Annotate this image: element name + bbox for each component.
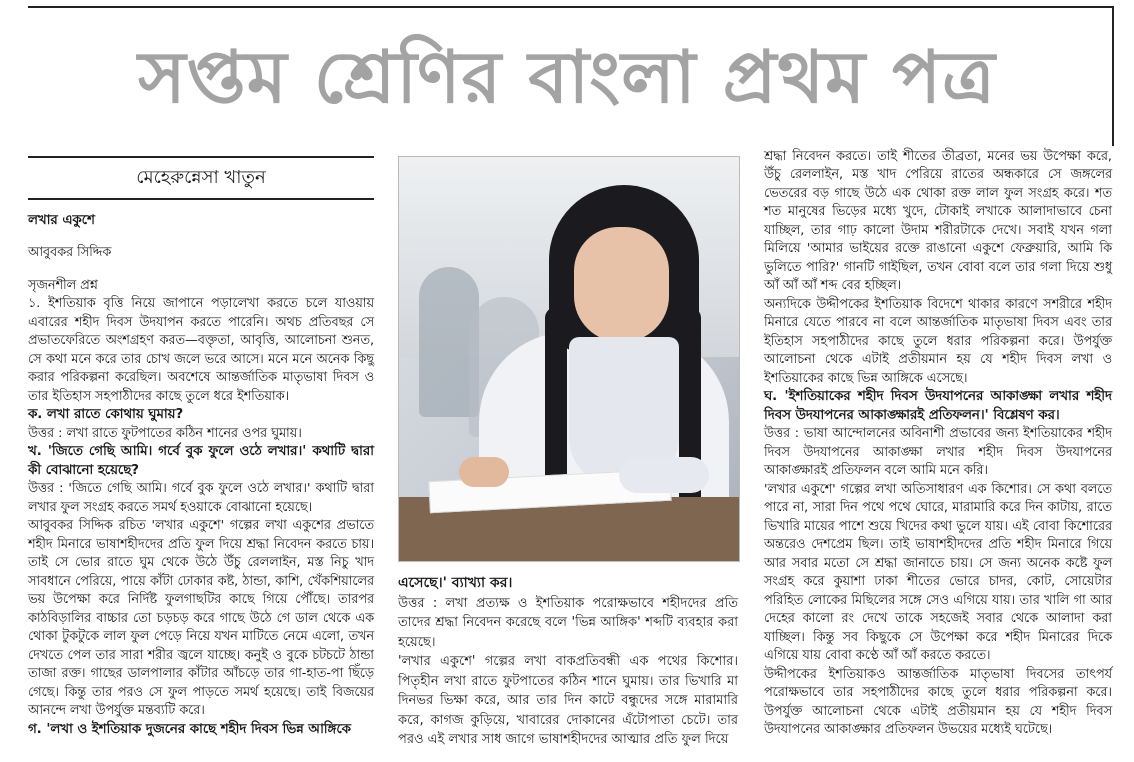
right-column [764, 148, 1112, 740]
question-ga: গ. 'লখা ও ইশতিয়াক দুজনের কাছে শহীদ দিবস ভিন্ন আঙ্গিকে [28, 721, 351, 737]
answer-gha-conclusion: উদ্দীপকের ইশতিয়াকও আন্তর্জাতিক মাতৃভাষা দিবসের তাৎপর্য পরোক্ষভাবে তার সহপাঠীদের কাছে তুলে ধরার পরিকল্পনা করে। উপর্যুক্ত আলোচনা থেকে এটাই প্রতীয়মান হয় যে শহীদ দিবস উদযাপনের আকাঙ্ক্ষার প্রতিফলন উভয়ের মধ্যেই ঘটেছে। [764, 666, 1112, 738]
student-photo [398, 156, 740, 562]
answer-ga-cont: শ্রদ্ধা নিবেদন করতে। তাই শীতের তীব্রতা, মনের ভয় উপেক্ষা করে, উঁচু রেললাইন, মস্ত খাদ পেরিয়ে রাতের অন্ধকারে সে জঙ্গলের ভেতরের বড় গাছে উঠে এক থোকা রক্ত লাল ফুল সংগ্রহ করে। শত শত মানুষের ভিড়ের মধ্যে খুদে, টোকাই লখাকে আলাদাভাবে চেনা যাচ্ছিল, তার গাঢ় কালো উদাম শরীরটাকে দেখে। সবাই যখন গলা মিলিয়ে 'আমার ভাইয়ের রক্তে রাঙানো একুশে ফেব্রুয়ারি, আমি কি ভুলিতে পারি?' গানটি গাইছিল, তখন বোবা বলে তার গলা দিয়ে শুধু আঁ আঁ আঁ শব্দ বের হচ্ছিল। [764, 149, 1112, 294]
answer-ka: উত্তর : লখা রাতে ফুটপাতের কঠিন শানের ওপর ঘুমায়। [28, 425, 302, 441]
page-title: সপ্তম শ্রেণির বাংলা প্রথম পত্র [138, 35, 996, 119]
answer-ga: উত্তর : লখা প্রত্যক্ষ ও ইশতিয়াক পরোক্ষভাবে শহীদদের প্রতি তাদের শ্রদ্ধা নিবেদন করেছে বলে 'ভিন্ন আঙ্গিক' শব্দটি ব্যবহার করা হয়েছে। [398, 595, 738, 650]
top-rule [28, 6, 1112, 8]
middle-column [398, 574, 738, 750]
left-column [28, 156, 374, 739]
answer-gha: উত্তর : ভাষা আন্দোলনের অবিনাশী প্রভাবের জন্য ইশতিয়াকের শহীদ দিবস উদযাপনের আকাঙ্ক্ষা লখার শহীদ দিবস উদযাপনের আকাঙ্ক্ষারই প্রতিফলন বলে আমি মনে করি। [764, 426, 1112, 479]
answer-kha-detail: আবুবকর সিদ্দিক রচিত 'লখার একুশে' গল্পের লখা একুশের প্রভাতে শহীদ মিনারে ভাষাশহীদদের প্রতি ফুল দিয়ে শ্রদ্ধা নিবেদন করতে চায়। তাই সে ভোর রাতে ঘুম থেকে উঠে উঁচু রেললাইন, মস্ত নিচু খাদ সাবধানে পেরিয়ে, পায়ে কাঁটা ঢোকার কষ্ট, ঠান্ডা, কাশি, খেঁকশিয়ালের ভয় উপেক্ষা করে নির্দিষ্ট ফুলগাছটির কাছে গিয়ে পৌঁছে। তারপর কাঠবিড়ালির বাচ্চার তো চড়চড় করে গাছে উঠে গে ডাল থেকে এক থোকা টুকটুকে লাল ফুল পেড়ে নিয়ে যখন মাটিতে নেমে এলো, তখন দেখতে পেল তার সারা শরীর জ্বলে যাচ্ছে। কনুই ও বুকে চটচটে ঠান্ডা তাজা রক্ত। গাছের ডালপালার কাঁটার আঁচড়ে তার গা-হাত-পা ছিঁড়ে গেছে। কিন্তু তার পরও সে ফুল পাড়তে সমর্থ হয়েছে। তাই বিজয়ের আনন্দে লখা উপর্যুক্ত মন্তব্যটি করে। [28, 518, 374, 719]
question-kha: খ. 'জিতে গেছি আমি। গর্বে বুক ফুলে ওঠে লখার।' কথাটি দ্বারা কী বোঝানো হয়েছে? [28, 444, 374, 478]
answer-kha: উত্তর : 'জিতে গেছি আমি। গর্বে বুক ফুলে ওঠে লখার।' কথাটি দ্বারা লখার ফুল সংগ্রহ করতে সমর্থ হওয়াকে বোঝানো হয়েছে। [28, 481, 374, 515]
question-gha: ঘ. 'ইশতিয়াকের শহীদ দিবস উদযাপনের আকাঙ্ক্ষা লখার শহীদ দিবস উদযাপনের আকাঙ্ক্ষারই প্রতিফলন।' বিশ্লেষণ কর। [764, 389, 1112, 423]
answer-gha-detail: 'লখার একুশে' গল্পের লখা অতিসাধারণ এক কিশোর। সে কথা বলতে পারে না, সারা দিন পথে পথে ঘোরে, মারামারি করে দিন কাটায়, রাতে ভিখারি মায়ের পাশে শুয়ে খিদের কথা ভুলে যায়। এই বোবা কিশোরের অন্তরেও দেশপ্রেম ছিল। তাই ভাষাশহীদদের প্রতি শহীদ মিনারে গিয়ে আর সবার মতো সে শ্রদ্ধা জানাতে চায়। সে জন্য অনেক কষ্টে ফুল সংগ্রহ করে কুয়াশা ঢাকা শীতের ভোরে চাদর, কোট, সোয়েটার পরিহিত লোকের মিছিলের সঙ্গে সেও এগিয়ে যায়। তার খালি গা আর দেহের কালো রং দেখে তাকে সহজেই সবার থেকে আলাদা করা যাচ্ছিল। কিন্তু সব কিছুকে সে উপেক্ষা করে শহীদ মিনারের দিকে এগিয়ে যায় বোবা কণ্ঠে আঁ আঁ করতে করতে। [764, 481, 1112, 664]
story-author: আবুবকর সিদ্দিক [28, 245, 112, 261]
question-ga-cont: এসেছে।' ব্যাখ্যা কর। [398, 575, 513, 591]
question-ka: ক. লখা রাতে কোথায় ঘুমায়? [28, 407, 184, 423]
answer-ga-detail: 'লখার একুশে' গল্পের লখা বাকপ্রতিবন্ধী এক পথের কিশোর। পিতৃহীন লখা রাতে ফুটপাতের কঠিন শানে ঘুমায়। তার ভিখারি মা দিনভর ভিক্ষা করে, আর তার দিন কাটে বন্ধুদের সঙ্গে মারামারি করে, কাগজ কুড়িয়ে, খাবারের দোকানের এঁটোপাতা চেটে। তার পরও এই লখার সাধ জাগে ভাষাশহীদদের আত্মার প্রতি ফুল দিয়ে [398, 654, 738, 747]
stimulus-paragraph: ১. ইশতিয়াক বৃত্তি নিয়ে জাপানে পড়ালেখা করতে চলে যাওয়ায় এবারের শহীদ দিবস উদযাপন করতে পারেনি। অথচ প্রতিবছর সে প্রভাতফেরিতে অংশগ্রহণ করত—বক্তৃতা, আবৃত্তি, আলোচনা শুনত, সে কথা মনে করে তার চোখ জলে ভরে আসে। মনে মনে অনেক কিছু করার পরিকল্পনা করেছিল। অবশেষে আন্তর্জাতিক মাতৃভাষা দিবস ও তার ইতিহাস সহপাঠীদের কাছে তুলে ধরে ইশতিয়াক। [28, 296, 374, 404]
section-label: সৃজনশীল প্রশ্ন [28, 277, 98, 293]
author-name: মেহেরুন্নেসা খাতুন [28, 156, 374, 200]
story-title: লখার একুশে [28, 213, 95, 228]
answer-ga-conclusion: অন্যদিকে উদ্দীপকের ইশতিয়াক বিদেশে থাকার কারণে সশরীরে শহীদ মিনারে যেতে পারবে না বলে আন্তর্জাতিক মাতৃভাষা দিবস এবং তার ইতিহাস সহপাঠীদের কাছে তুলে ধরার পরিকল্পনা করে। উপর্যুক্ত আলোচনা থেকে এটাই প্রতীয়মান হয় যে শহীদ দিবস লখা ও ইশতিয়াকের কাছে ভিন্ন আঙ্গিকে এসেছে। [764, 296, 1112, 386]
